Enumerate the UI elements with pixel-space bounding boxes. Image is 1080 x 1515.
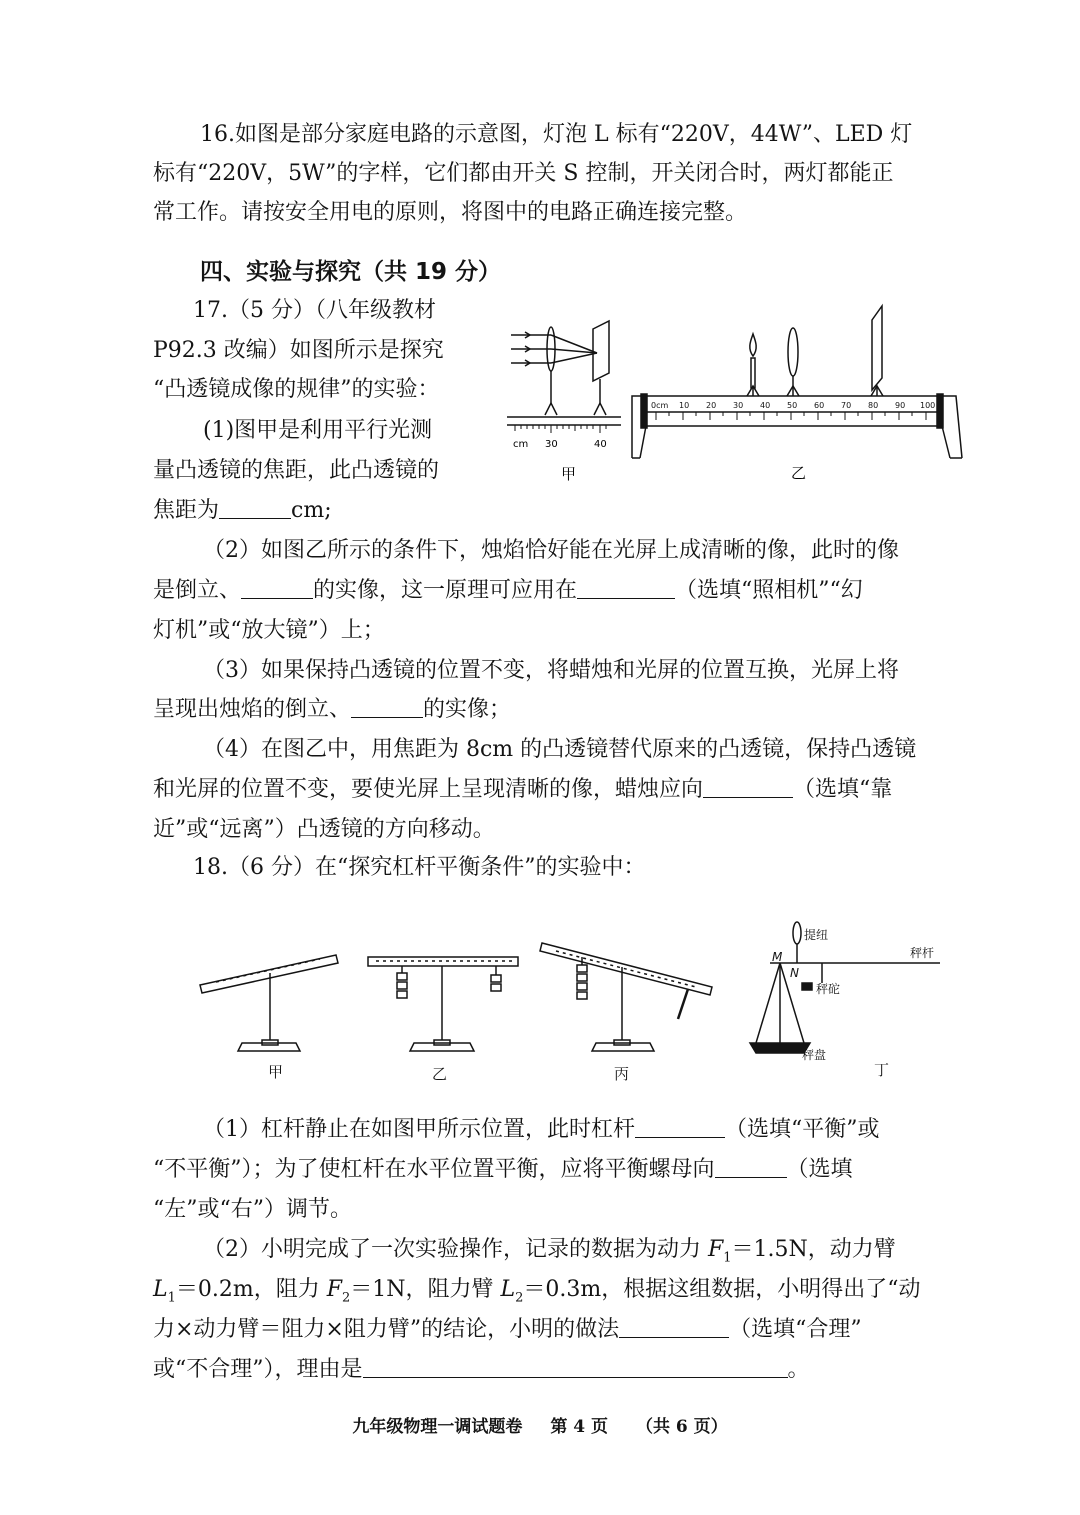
symbol-l1: L [153, 1277, 168, 1302]
q18-part1-line-b [153, 1155, 853, 1185]
figure-label-ding-18: 丁 [874, 1061, 890, 1079]
lever-bing [540, 943, 712, 1051]
candle-flame [750, 334, 756, 356]
q16-line-3: 常工作。请按安全用电的原则，将图中的电路正确连接完整。 [153, 200, 748, 225]
bench-scale-ticks [656, 412, 926, 420]
q18-part1-text-2: （选填“平衡”或 [725, 1117, 880, 1142]
symbol-f1: F [708, 1237, 724, 1262]
q17-part3-line-b [153, 695, 511, 725]
q17-part1-line-a: (1)图甲是利用平行光测 [203, 418, 433, 443]
scale-label-50: 50 [787, 401, 798, 410]
q17-part4-line-b [153, 775, 892, 805]
bench-right-leg-inner [942, 426, 950, 458]
q18-part2-f1-value: ＝1.5N，动力臂 [731, 1237, 896, 1262]
steelyard-ding [750, 922, 940, 1053]
symbol-f1-sub: 1 [723, 1250, 732, 1266]
q18-part2-text-2: 力×动力臂＝阻力×阻力臂”的结论，小明的做法 [153, 1317, 620, 1342]
optical-bench-figure [628, 300, 968, 490]
q17-part2-text-1: 是倒立、 [153, 578, 242, 603]
q18-part1-line-c: “左”或“右”）调节。 [153, 1197, 352, 1222]
scale-label-30: 30 [733, 401, 744, 410]
q18-part2-line-b [153, 1275, 921, 1313]
screen-jia [593, 321, 609, 381]
section-4-heading: 四、实验与探究（共 19 分） [200, 259, 502, 285]
scale-label-40: 40 [760, 401, 771, 410]
q18-part1-text-1: （1）杠杆静止在如图甲所示位置，此时杠杆 [203, 1117, 635, 1142]
q17-part3-text-2: 的实像； [423, 697, 512, 722]
q17-part2-line-b [153, 576, 863, 606]
q18-part2-text-1: （2）小明完成了一次实验操作，记录的数据为动力 [203, 1237, 708, 1262]
scale-label-0: 0cm [651, 401, 669, 410]
q17-part2-text-3: （选填“照相机”“幻 [675, 578, 863, 603]
page-footer [0, 1412, 1080, 1437]
q17-line-3: “凸透镜成像的规律”的实验： [153, 377, 440, 402]
steelyard-chengtuo: 秤砣 [816, 982, 841, 996]
lever-figures [190, 915, 950, 1085]
bench-right-clamp [937, 394, 943, 428]
q18-part2-f2-value: ＝1N，阻力臂 [350, 1277, 501, 1302]
figure-label-jia-17: 甲 [561, 465, 577, 483]
image-size-blank[interactable] [241, 578, 313, 599]
q18-line-1: 18.（6 分）在“探究杠杆平衡条件”的实验中： [193, 855, 646, 880]
q18-part1-text-3: “不平衡”）；为了使杠杆在水平位置平衡，应将平衡螺母向 [153, 1157, 715, 1182]
lens-focal-figure [505, 315, 625, 490]
figure-label-yi-17: 乙 [791, 464, 807, 482]
footer-total: （共 6 页） [636, 1417, 728, 1437]
steelyard-chengpan: 秤盘 [802, 1048, 827, 1062]
q17-part2-text-2: 的实像，这一原理可应用在 [313, 578, 578, 603]
steelyard-tiniu: 提纽 [804, 928, 829, 942]
nut-direction-blank[interactable] [715, 1157, 787, 1178]
q17-part1-unit: cm; [291, 498, 332, 523]
figure-label-bing-18: 丙 [614, 1065, 630, 1083]
candle-direction-blank[interactable] [703, 777, 793, 798]
q18-part2-text-3: （选填“合理” [729, 1317, 862, 1342]
q18-part2-l1-value: ＝0.2m，阻力 [175, 1277, 327, 1302]
scale-label-10: 10 [679, 401, 690, 410]
symbol-l2-sub: 2 [515, 1290, 524, 1306]
q18-part1-text-4: （选填 [786, 1157, 853, 1182]
q17-part2-line-a: （2）如图乙所示的条件下，烛焰恰好能在光屏上成清晰的像，此时的像 [203, 538, 899, 563]
symbol-l2: L [500, 1277, 516, 1302]
q17-part2-line-c: 灯机”或“放大镜”）上； [153, 618, 385, 643]
q17-part3-line-a: （3）如果保持凸透镜的位置不变，将蜡烛和光屏的位置互换，光屏上将 [203, 658, 899, 683]
figure-label-yi-18: 乙 [432, 1065, 448, 1083]
reasonable-blank[interactable] [619, 1317, 729, 1338]
q17-part3-text-1: 呈现出烛焰的倒立、 [153, 697, 352, 722]
candle [751, 358, 755, 388]
application-blank[interactable] [577, 578, 675, 599]
q17-part4-line-a: （4）在图乙中，用焦距为 8cm 的凸透镜替代原来的凸透镜，保持凸透镜 [203, 737, 917, 762]
q18-part2-text-5: 。 [787, 1357, 810, 1382]
q17-line-2: P92.3 改编）如图所示是探究 [153, 338, 444, 363]
screen-yi [872, 306, 882, 390]
symbol-l1-sub: 1 [167, 1290, 176, 1306]
q16-line-1: 16.如图是部分家庭电路的示意图，灯泡 L 标有“220V，44W”、LED 灯 [200, 122, 913, 147]
lever-jia [200, 955, 338, 1051]
scale-label-90: 90 [895, 401, 906, 410]
q17-part4-text-1: 和光屏的位置不变，要使光屏上呈现清晰的像，蜡烛应向 [153, 777, 704, 802]
q18-part2-l2-value: ＝0.3m，根据这组数据，小明得出了“动 [523, 1277, 921, 1302]
q17-part1-line-b: 量凸透镜的焦距，此凸透镜的 [153, 458, 440, 483]
scale-ticks-jia [515, 425, 606, 433]
scale-label-70: 70 [841, 401, 852, 410]
bench-right-leg [942, 396, 962, 458]
refracted-ray-2 [551, 353, 597, 363]
lever-yi [368, 957, 518, 1051]
focal-length-blank[interactable] [219, 498, 291, 519]
footer-page: 第 4 页 [550, 1417, 608, 1437]
q16-line-2: 标有“220V，5W”的字样，它们都由开关 S 控制，开关闭合时，两灯都能正 [153, 161, 894, 186]
scale-label-100: 100 [920, 401, 936, 410]
q18-part2-line-c [153, 1315, 862, 1345]
q18-part1-line-a [203, 1115, 880, 1145]
scale-tick-30: 30 [545, 439, 558, 450]
q17-part1-line-c [153, 496, 332, 526]
convex-lens-yi [788, 328, 798, 376]
scale-label-60: 60 [814, 401, 825, 410]
reason-blank[interactable] [363, 1357, 788, 1378]
footer-title: 九年级物理一调试题卷 [352, 1417, 523, 1437]
scale-tick-40: 40 [594, 439, 607, 450]
q18-part2-text-4: 或“不合理”），理由是 [153, 1357, 363, 1382]
scale-label-20: 20 [706, 401, 717, 410]
q18-part2-line-a [203, 1235, 896, 1273]
symbol-f2: F [326, 1277, 342, 1302]
steelyard-chenggan: 秤杆 [910, 946, 935, 960]
bench-left-clamp [641, 394, 647, 428]
q17-part4-line-c: 近”或“远离”）凸透镜的方向移动。 [153, 817, 495, 842]
symbol-f2-sub: 2 [342, 1290, 351, 1306]
figure-label-jia-18: 甲 [268, 1063, 284, 1081]
steelyard-n: N [790, 966, 799, 980]
lever-state-blank[interactable] [635, 1117, 725, 1138]
q18-part2-line-d [153, 1355, 810, 1385]
q17-part4-text-2: （选填“靠 [793, 777, 893, 802]
q17-line-1: 17.（5 分）（八年级教材 [193, 298, 436, 323]
steelyard-m: M [772, 950, 783, 964]
q17-part1-text: 焦距为 [153, 498, 220, 523]
swapped-image-blank[interactable] [351, 697, 423, 718]
scale-unit-jia: cm [513, 439, 529, 450]
bench-left-leg-inner [640, 426, 646, 458]
scale-label-80: 80 [868, 401, 879, 410]
